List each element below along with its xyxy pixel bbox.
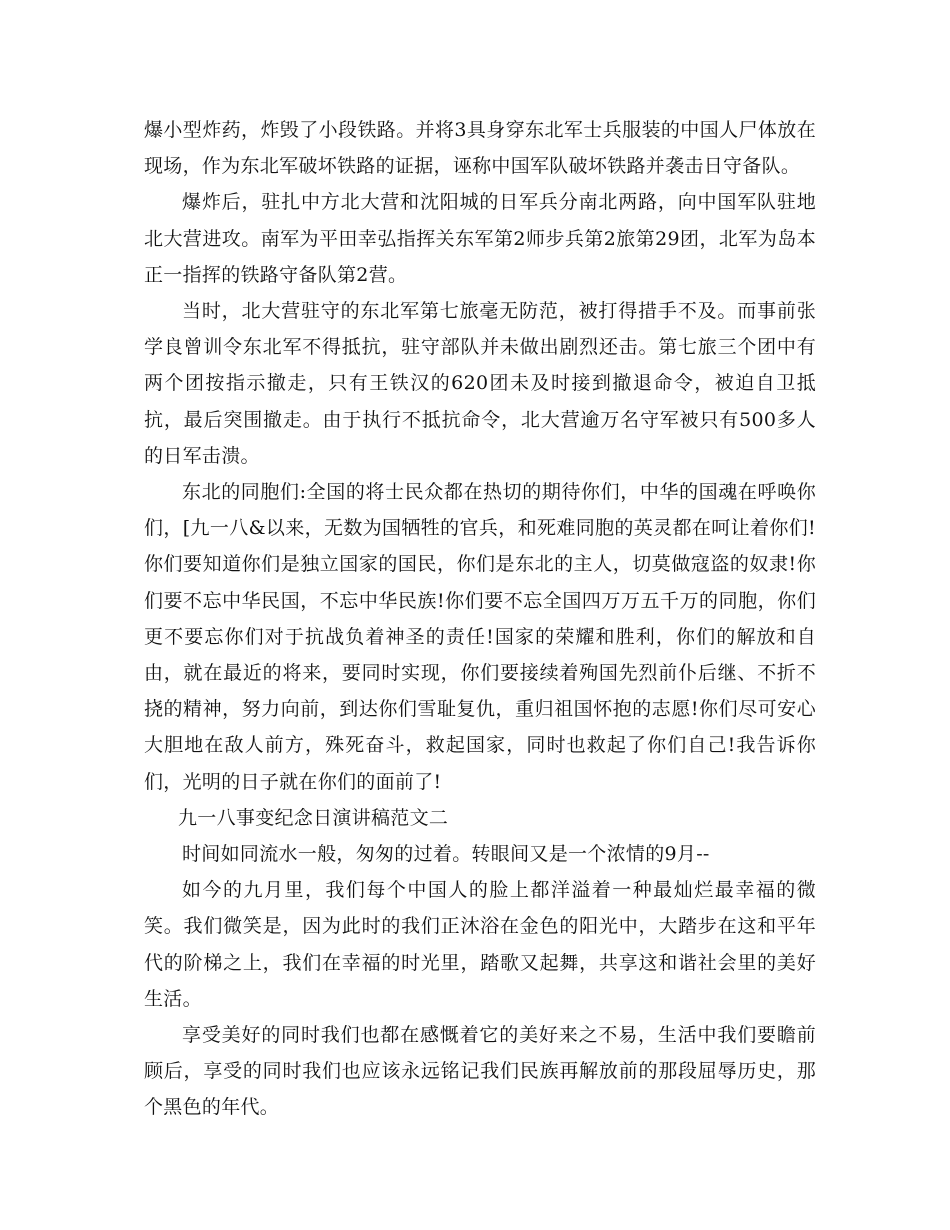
paragraph-8: 享受美好的同时我们也都在感慨着它的美好来之不易，生活中我们要瞻前顾后，享受的同时我们也应该永远铭记我们民族再解放前的那段屈辱历史，那个黑色的年代。 xyxy=(144,1024,816,1119)
paragraph-2: 爆炸后，驻扎中方北大营和沈阳城的日军兵分南北两路，向中国军队驻地北大营进攻。南军为平田幸弘指挥关东军第2师步兵第2旅第29团，北军为岛本正一指挥的铁路守备队第2营。 xyxy=(144,191,816,286)
section-heading: 九一八事变纪念日演讲稿范文二 xyxy=(178,806,449,829)
paragraph-4: 东北的同胞们:全国的将士民众都在热切的期待你们，中华的国魂在呼唤你们，[九一八&以来，无数为国牺牲的官兵，和死难同胞的英灵都在呵让着你们!你们要知道你们是独立国家的国民，你们是东北的主人，切莫做寇盗的奴隶!你们要不忘中华民国，不忘中华民族!你们要不忘全国四万万五千万的同胞，你们更不要忘你们对于抗战负着神圣的责任!国家的荣耀和胜利，你们的解放和自由，就在最近的将来，要同时实现，你们要接续着殉国先烈前仆后继、不折不挠的精神，努力向前，到达你们雪耻复仇，重归祖国怀抱的志愿!你们尽可安心大胆地在敌人前方，殊死奋斗，救起国家，同时也救起了你们自己!我告诉你们，光明的日子就在你们的面前了! xyxy=(144,481,816,793)
document-body xyxy=(144,112,816,1126)
paragraph-1: 爆小型炸药，炸毁了小段铁路。并将3具身穿东北军士兵服装的中国人尸体放在现场，作为东北军破坏铁路的证据，诬称中国军队破坏铁路并袭击日守备队。 xyxy=(144,119,816,178)
paragraph-6: 时间如同流水一般，匆匆的过着。转眼间又是一个浓情的9月-- xyxy=(182,843,710,866)
paragraph-3: 当时，北大营驻守的东北军第七旅毫无防范，被打得措手不及。而事前张学良曾训令东北军不得抵抗，驻守部队并未做出剧烈还击。第七旅三个团中有两个团按指示撤走，只有王铁汉的620团未及时接到撤退命令，被迫自卫抵抗，最后突围撤走。由于执行不抵抗命令，北大营逾万名守军被只有500多人的日军击溃。 xyxy=(144,300,816,467)
paragraph-7: 如今的九月里，我们每个中国人的脸上都洋溢着一种最灿烂最幸福的微笑。我们微笑是，因为此时的我们正沐浴在金色的阳光中，大踏步在这和平年代的阶梯之上，我们在幸福的时光里，踏歌又起舞，共享这和谐社会里的美好生活。 xyxy=(144,879,816,1010)
